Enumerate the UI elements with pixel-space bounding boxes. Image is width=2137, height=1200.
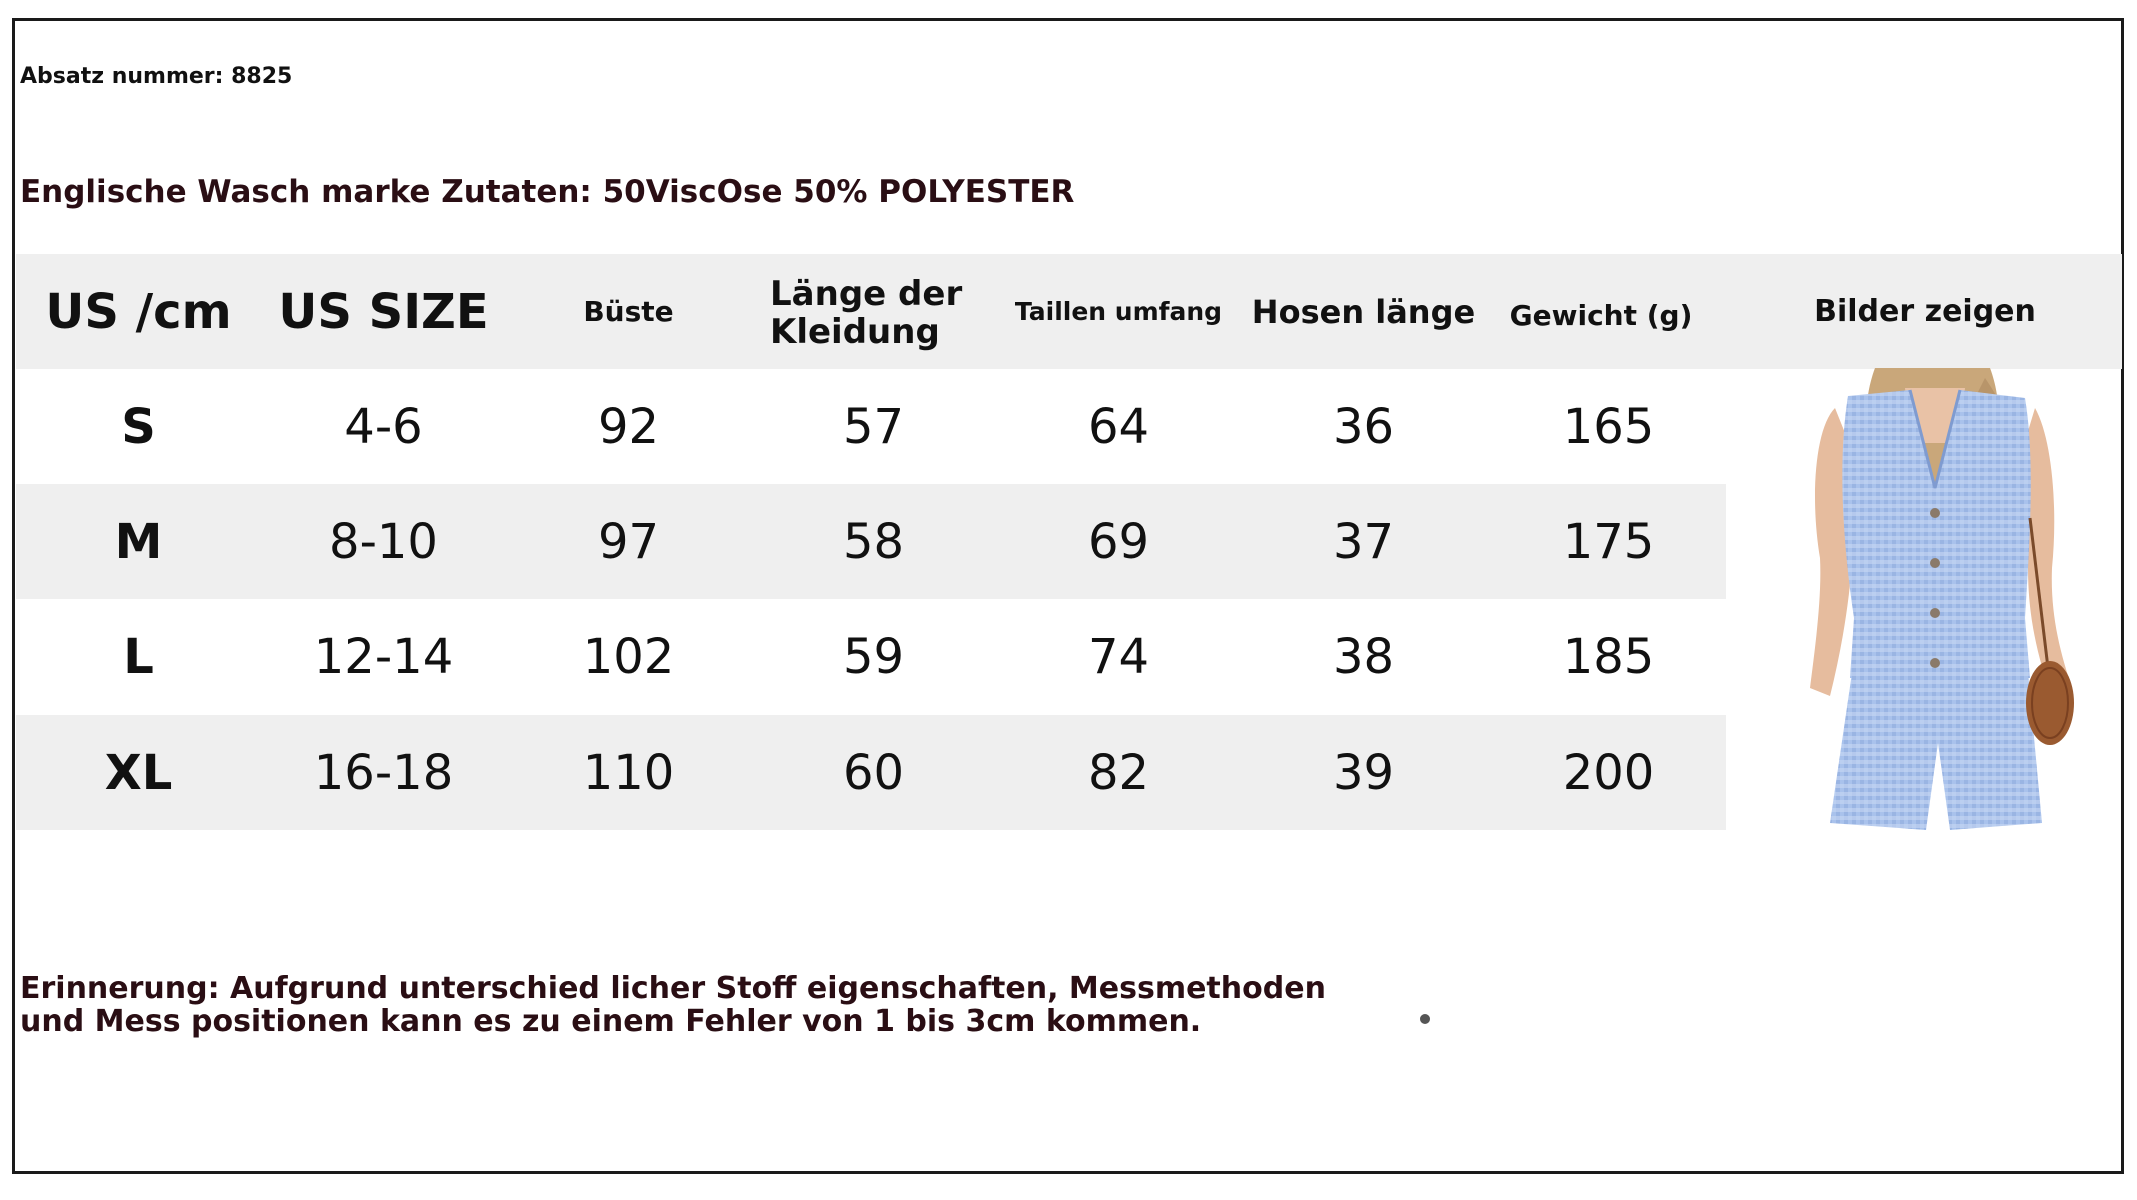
pants-length-cell: 36: [1332, 398, 1395, 455]
length-cell: 58: [842, 513, 905, 570]
header-weight: Gewicht (g): [1509, 299, 1693, 332]
us-size-cell: 16-18: [313, 744, 454, 801]
header-bust: Büste: [583, 295, 674, 328]
reminder-note: Erinnerung: Aufgrund unterschied licher Stoff eigenschaften, Messmethoden und Mess positionen kann es zu einem Fehler von 1 bis 3cm kommen.: [20, 971, 1326, 1039]
header-waist: Taillen umfang: [1014, 297, 1223, 326]
waist-cell: 64: [1087, 398, 1150, 455]
waist-cell: 69: [1087, 513, 1150, 570]
weight-cell: 175: [1562, 513, 1655, 570]
length-cell: 60: [842, 744, 905, 801]
bust-cell: 110: [582, 744, 675, 801]
stray-dot: [1420, 1014, 1430, 1024]
pants-length-cell: 38: [1332, 629, 1395, 685]
size-cell: L: [123, 629, 154, 685]
size-cell: M: [114, 513, 163, 570]
header-pants-length: Hosen länge: [1251, 292, 1476, 331]
model-photo-icon: [1780, 368, 2080, 830]
weight-cell: 185: [1562, 629, 1655, 685]
bust-cell: 102: [582, 629, 675, 685]
pants-length-cell: 39: [1332, 744, 1395, 801]
waist-cell: 82: [1087, 744, 1150, 801]
pants-length-cell: 37: [1332, 513, 1395, 570]
article-number: Absatz nummer: 8825: [20, 64, 293, 89]
header-picture: Bilder zeigen: [1814, 294, 2036, 329]
weight-cell: 165: [1562, 398, 1655, 455]
us-size-cell: 12-14: [313, 629, 454, 685]
header-garment-length: Länge der Kleidung: [770, 274, 963, 352]
bust-cell: 92: [597, 398, 660, 455]
length-cell: 59: [842, 629, 905, 685]
bust-cell: 97: [597, 513, 660, 570]
header-us-size: US SIZE: [278, 283, 489, 340]
us-size-cell: 8-10: [329, 513, 438, 570]
header-us-cm: US /cm: [45, 283, 232, 340]
size-cell: S: [121, 398, 156, 455]
length-cell: 57: [842, 398, 905, 455]
us-size-cell: 4-6: [344, 398, 423, 455]
waist-cell: 74: [1087, 629, 1150, 685]
weight-cell: 200: [1562, 744, 1655, 801]
size-cell: XL: [104, 744, 173, 801]
ingredients-label: Englische Wasch marke Zutaten: 50ViscOse 50% POLYESTER: [20, 174, 1075, 210]
